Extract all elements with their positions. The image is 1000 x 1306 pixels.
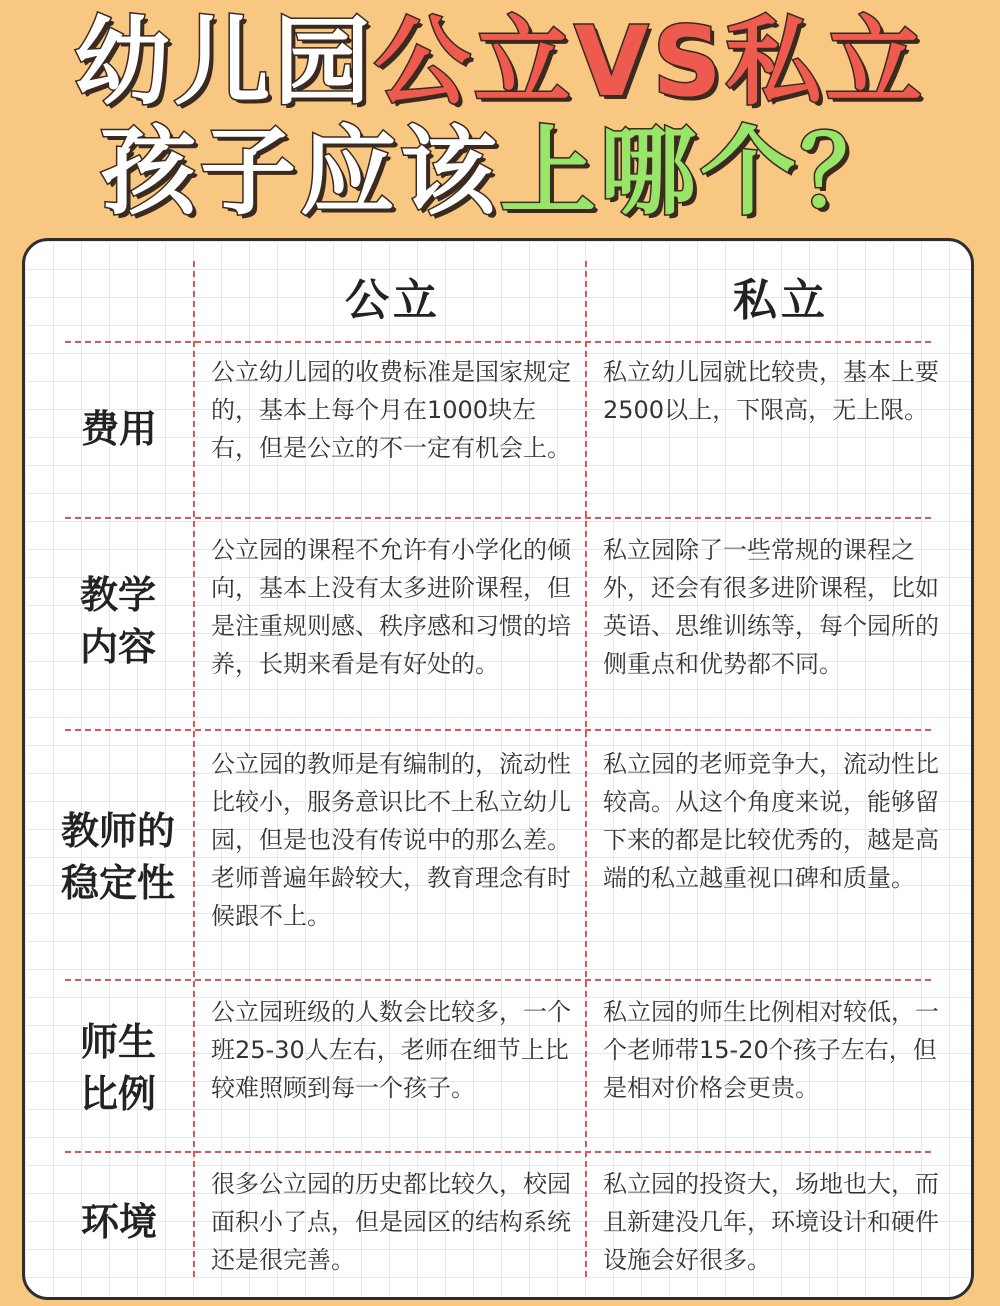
row-divider — [65, 979, 931, 981]
title-which-question: 上哪个？ — [500, 116, 900, 228]
cell-private-environment: 私立园的投资大，场地也大，而且新建没几年，环境设计和硬件设施会好很多。 — [603, 1170, 939, 1274]
cell-private-teaching: 私立园除了一些常规的课程之外，还会有很多进阶课程，比如英语、思维训练等，每个园所的侧重点和优势都不同。 — [603, 536, 939, 678]
cell-public-environment: 很多公立园的历史都比较久，校园面积小了点，但是园区的结构系统还是很完善。 — [211, 1170, 571, 1274]
cell-private-cost: 私立幼儿园就比较贵，基本上要2500以上，下限高，无上限。 — [603, 358, 939, 424]
title-public-vs-private: 公立VS私立 — [374, 6, 926, 118]
cell-private-ratio: 私立园的师生比例相对较低，一个老师带15-20个孩子左右，但是相对价格会更贵。 — [603, 998, 939, 1102]
cell-public-ratio: 公立园班级的人数会比较多，一个班25-30人左右，老师在细节上比较难照顾到每一个孩子。 — [211, 998, 571, 1102]
column-header-public: 公立 — [345, 275, 441, 326]
row-label-cost: 费用 — [80, 407, 157, 451]
divider-vertical-2 — [585, 261, 587, 1277]
row-label-teaching: 教学内容 — [79, 573, 156, 669]
row-divider — [65, 1151, 931, 1153]
cell-public-teaching: 公立园的课程不允许有小学化的倾向，基本上没有太多进阶课程，但是注重规则感、秩序感和习惯的培养，长期来看是有好处的。 — [211, 536, 571, 678]
row-label-ratio: 师生比例 — [79, 1020, 156, 1116]
title-line-1 — [0, 8, 1000, 116]
row-label-teacher-stability: 教师的稳定性 — [60, 809, 175, 905]
comparison-card — [22, 238, 974, 1300]
row-divider — [65, 517, 931, 519]
row-divider — [65, 341, 931, 343]
row-label-environment: 环境 — [80, 1200, 157, 1244]
title-kindergarten: 幼儿园 — [74, 6, 375, 118]
title-line-2 — [0, 118, 1000, 226]
cell-private-teacher-stability: 私立园的老师竞争大，流动性比较高。从这个角度来说，能够留下来的都是比较优秀的，越是高端的私立越重视口碑和质量。 — [603, 750, 939, 892]
cell-public-cost: 公立幼儿园的收费标准是国家规定的，基本上每个月在1000块左右，但是公立的不一定有机会上。 — [211, 358, 571, 462]
cell-public-teacher-stability: 公立园的教师是有编制的，流动性比较小，服务意识比不上私立幼儿园，但是也没有传说中的那么差。老师普遍年龄较大，教育理念有时候跟不上。 — [211, 750, 571, 930]
column-header-private: 私立 — [733, 275, 829, 326]
row-divider — [65, 729, 931, 731]
title-which-prefix: 孩子应该 — [100, 116, 500, 228]
